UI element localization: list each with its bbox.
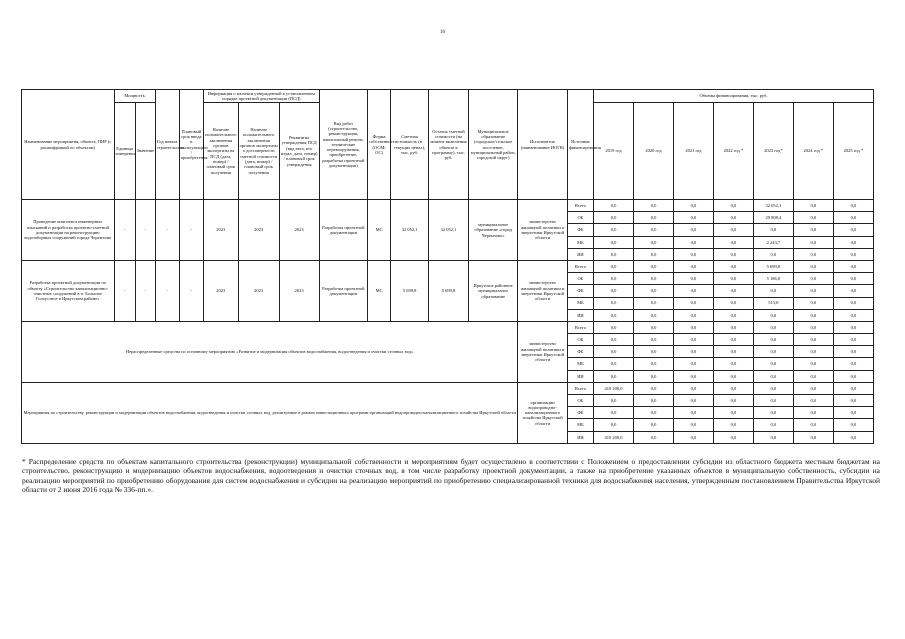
- work-type-cell: Разработка проектной документации: [319, 260, 367, 321]
- funding-value-cell: 29 808,4: [753, 212, 793, 224]
- funding-value-cell: 0,0: [594, 297, 634, 309]
- funding-value-cell: 0,0: [793, 321, 833, 333]
- funding-table: [21, 89, 874, 444]
- funding-value-cell: 0,0: [793, 273, 833, 285]
- funding-value-cell: 0,0: [673, 224, 713, 236]
- approval-cell: 2023: [279, 260, 319, 321]
- header-funding-volume: Объемы финансирования, тыс. руб.: [594, 90, 874, 103]
- ownership-cell: МС: [368, 200, 391, 261]
- header-year-start: Год начала строительства: [155, 90, 179, 200]
- funding-source-cell: ОБ: [567, 273, 593, 285]
- header-psd-info: Информация о наличии утвержденной в установленном порядке проектной документации (ПСД): [203, 90, 319, 103]
- funding-source-cell: ИИ: [567, 309, 593, 321]
- funding-value-cell: 0,0: [713, 248, 753, 260]
- unit-cell: -: [114, 200, 135, 261]
- funding-value-cell: 0,0: [673, 419, 713, 431]
- funding-value-cell: 0,0: [713, 395, 753, 407]
- funding-value-cell: 0,0: [753, 370, 793, 382]
- funding-value-cell: 0,0: [673, 346, 713, 358]
- funding-value-cell: 0,0: [634, 212, 674, 224]
- funding-value-cell: 0,0: [793, 297, 833, 309]
- header-unit: Единица измерения: [114, 103, 135, 200]
- value-cell: -: [135, 260, 155, 321]
- funding-value-cell: 0,0: [594, 200, 634, 212]
- header-remaining-cost: Остаток сметной стоимости (на момент включения объекта в программу), тыс. руб.: [429, 90, 469, 200]
- header-year: 2024 год *: [793, 103, 833, 200]
- funding-value-cell: 0,0: [713, 358, 753, 370]
- funding-value-cell: 0,0: [833, 382, 873, 394]
- funding-value-cell: 0,0: [833, 285, 873, 297]
- funding-value-cell: 0,0: [594, 419, 634, 431]
- funding-value-cell: 0,0: [753, 358, 793, 370]
- funding-source-cell: Всего: [567, 382, 593, 394]
- year-start-cell: -: [155, 260, 179, 321]
- funding-value-cell: 0,0: [753, 334, 793, 346]
- funding-source-cell: ФБ: [567, 346, 593, 358]
- funding-value-cell: 0,0: [673, 334, 713, 346]
- funding-value-cell: 0,0: [634, 285, 674, 297]
- funding-value-cell: 0,0: [793, 358, 833, 370]
- funding-value-cell: 0,0: [673, 297, 713, 309]
- funding-value-cell: 0,0: [833, 370, 873, 382]
- summary-name: Мероприятия по строительству, реконструкции и модернизации объектов водоснабжения, водоотведения и очистки сточных вод, реализуемые в рамках инвестиционных программ организаций водопроводно-канализационного хозяйства Иркутской области: [22, 382, 518, 443]
- funding-value-cell: 0,0: [634, 395, 674, 407]
- funding-value-cell: 0,0: [594, 321, 634, 333]
- funding-value-cell: 0,0: [634, 248, 674, 260]
- page-number: 16: [440, 30, 445, 35]
- header-funding-source: Источник финансирования: [567, 90, 593, 200]
- ownership-cell: МС: [368, 260, 391, 321]
- funding-value-cell: 0,0: [793, 285, 833, 297]
- header-psd-approval: Реквизиты утверждения ПСД (вид акта, кто издал, дата, номер) / плановый срок утверждения: [279, 103, 319, 200]
- funding-value-cell: 0,0: [793, 334, 833, 346]
- funding-value-cell: 0,0: [753, 395, 793, 407]
- funding-value-cell: 0,0: [713, 407, 753, 419]
- header-ownership: Форма собственности (ОСМ/ОС): [368, 90, 391, 200]
- funding-source-cell: ОБ: [567, 212, 593, 224]
- header-year: 2023 год*: [753, 103, 793, 200]
- funding-value-cell: 0,0: [713, 431, 753, 443]
- funding-source-cell: МБ: [567, 297, 593, 309]
- funding-source-cell: МБ: [567, 419, 593, 431]
- funding-value-cell: 0,0: [713, 334, 753, 346]
- funding-value-cell: 0,0: [673, 370, 713, 382]
- expertise-cell: 2023: [203, 260, 238, 321]
- funding-value-cell: 0,0: [594, 260, 634, 272]
- funding-value-cell: 0,0: [594, 285, 634, 297]
- remaining-cost-cell: 5 699,8: [429, 260, 469, 321]
- funding-value-cell: 0,0: [793, 224, 833, 236]
- funding-source-cell: МБ: [567, 358, 593, 370]
- value-cell: -: [135, 200, 155, 261]
- funding-source-cell: ФБ: [567, 407, 593, 419]
- funding-value-cell: 513,0: [753, 297, 793, 309]
- funding-value-cell: 0,0: [713, 309, 753, 321]
- funding-value-cell: 0,0: [594, 236, 634, 248]
- funding-value-cell: 0,0: [833, 395, 873, 407]
- funding-value-cell: 0,0: [713, 273, 753, 285]
- funding-value-cell: 0,0: [594, 248, 634, 260]
- funding-value-cell: 0,0: [833, 236, 873, 248]
- header-year: 2020 год: [634, 103, 674, 200]
- funding-value-cell: 0,0: [753, 309, 793, 321]
- funding-source-cell: ИИ: [567, 370, 593, 382]
- funding-value-cell: 0,0: [713, 382, 753, 394]
- funding-value-cell: 0,0: [634, 321, 674, 333]
- header-estimated-cost: Сметная стоимость (в текущих ценах), тыс. руб.: [391, 90, 429, 200]
- funding-value-cell: 0,0: [634, 407, 674, 419]
- unit-cell: -: [114, 260, 135, 321]
- funding-value-cell: 0,0: [833, 321, 873, 333]
- funding-value-cell: 32 052,1: [753, 200, 793, 212]
- funding-value-cell: 0,0: [793, 419, 833, 431]
- funding-value-cell: 0,0: [833, 200, 873, 212]
- funding-value-cell: 0,0: [713, 212, 753, 224]
- expertise-cell: 2023: [203, 200, 238, 261]
- funding-value-cell: 0,0: [833, 419, 873, 431]
- executor-cell: министерство жилищной политики и энергетики Иркутской области: [518, 200, 567, 261]
- footnote: * Распределение средств по объектам капитального строительства (реконструкции) муниципальной собственности и мероприятиям будет осуществлено в соответствии с Положением о предоставлении субсидии из областного бюджета местным бюджетам на строительство, реконструкцию и модернизацию объектов водоснабжения, водоотведения и очистки сточных вод, в том числе разработку проектной документации, а также на приобретение указанных объектов в муниципальную собственность, субсидии на реализацию мероприятий по приобретению оборудования для систем водоснабжения и субсидии на реализацию мероприятий по приобретению специализированной техники для водоснабжения населения, утвержденным постановлением Правительства Иркутской области от 2 июня 2016 года № 336-пп.».: [22, 457, 880, 494]
- funding-value-cell: 0,0: [634, 358, 674, 370]
- approval-cell: 2023: [279, 200, 319, 261]
- funding-value-cell: 5 186,8: [753, 273, 793, 285]
- header-year: 2025 год *: [833, 103, 873, 200]
- header-year: 2022 год *: [713, 103, 753, 200]
- funding-value-cell: 0,0: [833, 334, 873, 346]
- funding-value-cell: 0,0: [793, 346, 833, 358]
- year-start-cell: -: [155, 200, 179, 261]
- funding-source-cell: Всего: [567, 260, 593, 272]
- funding-value-cell: 0,0: [753, 382, 793, 394]
- funding-value-cell: 0,0: [753, 431, 793, 443]
- funding-value-cell: 0,0: [833, 297, 873, 309]
- funding-value-cell: 0,0: [594, 224, 634, 236]
- funding-value-cell: 0,0: [634, 346, 674, 358]
- funding-value-cell: 0,0: [753, 248, 793, 260]
- funding-value-cell: 0,0: [673, 382, 713, 394]
- funding-value-cell: 0,0: [713, 370, 753, 382]
- funding-value-cell: 0,0: [793, 260, 833, 272]
- funding-value-cell: 5 699,8: [753, 260, 793, 272]
- executor-cell: министерство жилищной политики и энергетики Иркутской области: [518, 260, 567, 321]
- funding-value-cell: 0,0: [793, 382, 833, 394]
- funding-value-cell: 0,0: [753, 419, 793, 431]
- funding-value-cell: 0,0: [634, 260, 674, 272]
- funding-value-cell: 0,0: [634, 382, 674, 394]
- funding-value-cell: 0,0: [833, 407, 873, 419]
- funding-value-cell: 0,0: [793, 431, 833, 443]
- funding-value-cell: 0,0: [594, 407, 634, 419]
- table-row: [22, 382, 874, 394]
- table-row: [22, 321, 874, 333]
- funding-value-cell: 0,0: [594, 346, 634, 358]
- funding-value-cell: 0,0: [673, 431, 713, 443]
- funding-value-cell: 0,0: [713, 236, 753, 248]
- funding-value-cell: 0,0: [753, 224, 793, 236]
- funding-value-cell: 0,0: [793, 236, 833, 248]
- funding-source-cell: ОБ: [567, 334, 593, 346]
- funding-value-cell: 0,0: [753, 346, 793, 358]
- object-name: Проведение комплекса инженерных изысканий и разработка проектно-сметной документации на реконструкцию водозаборных сооружений города Черемхово: [22, 200, 115, 261]
- funding-value-cell: 0,0: [673, 358, 713, 370]
- funding-value-cell: 0,0: [673, 273, 713, 285]
- funding-value-cell: 0,0: [713, 346, 753, 358]
- funding-value-cell: 0,0: [634, 419, 674, 431]
- funding-value-cell: 0,0: [833, 358, 873, 370]
- funding-value-cell: 0,0: [753, 321, 793, 333]
- funding-value-cell: 0,0: [833, 224, 873, 236]
- header-expertise: Наличие положительного заключения органов экспертизы на ПСД (дата, номер) / плановый срок получения: [203, 103, 238, 200]
- funding-value-cell: 0,0: [833, 260, 873, 272]
- planned-year-cell: -: [179, 260, 203, 321]
- funding-value-cell: 0,0: [713, 285, 753, 297]
- funding-value-cell: 0,0: [713, 200, 753, 212]
- funding-value-cell: 0,0: [793, 395, 833, 407]
- funding-value-cell: 0,0: [713, 321, 753, 333]
- funding-value-cell: 0,0: [673, 309, 713, 321]
- table-body: [22, 200, 874, 444]
- table-row: [22, 200, 874, 212]
- funding-value-cell: 0,0: [793, 309, 833, 321]
- funding-value-cell: 0,0: [833, 309, 873, 321]
- funding-value-cell: 0,0: [594, 334, 634, 346]
- header-value: Значение: [135, 103, 155, 200]
- funding-value-cell: 0,0: [793, 370, 833, 382]
- executor-cell: организации водопроводно-канализационного хозяйства Иркутской области: [518, 382, 567, 443]
- funding-value-cell: 0,0: [594, 370, 634, 382]
- funding-value-cell: 0,0: [673, 321, 713, 333]
- funding-value-cell: 0,0: [713, 419, 753, 431]
- funding-value-cell: 0,0: [594, 358, 634, 370]
- funding-source-cell: ОБ: [567, 395, 593, 407]
- object-name: Разработка проектной документации по объекту «Строительство канализационно-очистных сооружений в п. Большое Голоустное в Иркутском районе»: [22, 260, 115, 321]
- funding-value-cell: 410 200,0: [594, 382, 634, 394]
- table-row: [22, 260, 874, 272]
- planned-year-cell: -: [179, 200, 203, 261]
- funding-value-cell: 0,0: [634, 236, 674, 248]
- work-type-cell: Разработка проектной документации: [319, 200, 367, 261]
- funding-value-cell: 0,0: [634, 273, 674, 285]
- funding-value-cell: 0,0: [833, 248, 873, 260]
- funding-value-cell: 0,0: [713, 297, 753, 309]
- funding-value-cell: 0,0: [673, 395, 713, 407]
- funding-value-cell: 0,0: [634, 224, 674, 236]
- funding-value-cell: 0,0: [594, 212, 634, 224]
- municipality-cell: Иркутское районное муниципальное образование: [468, 260, 517, 321]
- funding-value-cell: 0,0: [673, 407, 713, 419]
- funding-value-cell: 0,0: [634, 200, 674, 212]
- funding-value-cell: 0,0: [833, 273, 873, 285]
- header-year: 2019 год: [594, 103, 634, 200]
- funding-value-cell: 0,0: [634, 370, 674, 382]
- header-executor: Исполнитель (наименование ИОГВ): [518, 90, 567, 200]
- funding-value-cell: 0,0: [634, 309, 674, 321]
- funding-value-cell: 0,0: [634, 334, 674, 346]
- funding-value-cell: 0,0: [793, 200, 833, 212]
- funding-value-cell: 0,0: [594, 309, 634, 321]
- funding-value-cell: 0,0: [634, 297, 674, 309]
- funding-source-cell: Всего: [567, 200, 593, 212]
- funding-value-cell: 0,0: [833, 431, 873, 443]
- header-year: 2021 год: [673, 103, 713, 200]
- funding-value-cell: 0,0: [673, 212, 713, 224]
- executor-cell: министерство жилищной политики и энергетики Иркутской области: [518, 321, 567, 382]
- funding-value-cell: 0,0: [594, 395, 634, 407]
- funding-value-cell: 0,0: [673, 248, 713, 260]
- summary-name: Нераспределенные средства по основному мероприятию «Развитие и модернизация объектов водоснабжения, водоотведения и очистки сточных вод»: [22, 321, 518, 382]
- funding-value-cell: 0,0: [673, 285, 713, 297]
- funding-value-cell: 0,0: [793, 407, 833, 419]
- funding-source-cell: ИИ: [567, 248, 593, 260]
- funding-source-cell: ФБ: [567, 285, 593, 297]
- funding-value-cell: 0,0: [793, 212, 833, 224]
- funding-value-cell: 0,0: [713, 224, 753, 236]
- funding-value-cell: 0,0: [713, 260, 753, 272]
- funding-value-cell: 0,0: [793, 248, 833, 260]
- funding-value-cell: 0,0: [634, 431, 674, 443]
- funding-source-cell: ИИ: [567, 431, 593, 443]
- funding-value-cell: 0,0: [833, 346, 873, 358]
- funding-source-cell: Всего: [567, 321, 593, 333]
- remaining-cost-cell: 32 052,1: [429, 200, 469, 261]
- estimated-cost-cell: 32 052,1: [391, 200, 429, 261]
- estimate-cell: 2023: [238, 200, 279, 261]
- funding-value-cell: 0,0: [833, 212, 873, 224]
- funding-value-cell: 410 200,0: [594, 431, 634, 443]
- header-capacity: Мощность: [114, 90, 155, 103]
- header-estimate: Наличие положительного заключения органов экспертизы о достоверности сметной стоимости (дата, номер) / плановый срок получения: [238, 103, 279, 200]
- header-municipality: Муниципальное образование (городское/сельское поселение, муниципальный район, городской округ): [468, 90, 517, 200]
- funding-source-cell: ФБ: [567, 224, 593, 236]
- header-name: Наименование мероприятия, объекта, ПИР (с расшифровкой по объектам): [22, 90, 115, 200]
- funding-value-cell: 0,0: [673, 260, 713, 272]
- funding-value-cell: 2 243,7: [753, 236, 793, 248]
- funding-value-cell: 0,0: [673, 236, 713, 248]
- funding-value-cell: 0,0: [594, 273, 634, 285]
- header-planned-year: Плановый срок ввода в эксплуатацию / приобретения: [179, 90, 203, 200]
- estimated-cost-cell: 5 699,8: [391, 260, 429, 321]
- header-work-type: Вид работ (строительство, реконструкция, капитальный ремонт, технические перевооружения, приобретение, разработка проектной документации): [319, 90, 367, 200]
- funding-value-cell: 0,0: [753, 285, 793, 297]
- funding-value-cell: 0,0: [753, 407, 793, 419]
- funding-value-cell: 0,0: [673, 200, 713, 212]
- municipality-cell: муниципальное образование «город Черемхово»: [468, 200, 517, 261]
- estimate-cell: 2023: [238, 260, 279, 321]
- funding-source-cell: МБ: [567, 236, 593, 248]
